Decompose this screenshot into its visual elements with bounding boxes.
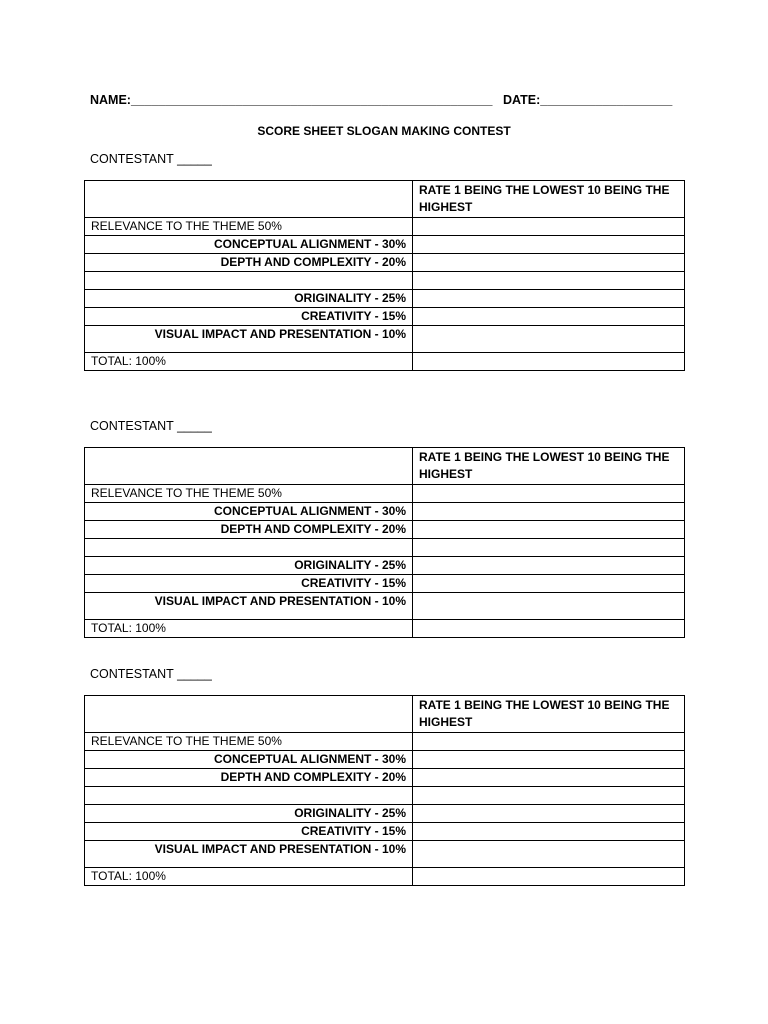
table-row [85, 593, 685, 620]
table-row [85, 485, 685, 503]
score-cell[interactable] [413, 787, 685, 805]
score-cell[interactable] [413, 236, 685, 254]
header-blank-cell [85, 181, 413, 218]
table-row [85, 805, 685, 823]
score-cell[interactable] [413, 823, 685, 841]
score-cell[interactable] [413, 521, 685, 539]
table-row [85, 539, 685, 557]
criterion-creativity: CREATIVITY - 15% [85, 308, 413, 326]
contestant-label: CONTESTANT [90, 419, 174, 433]
criterion-originality: ORIGINALITY - 25% [85, 290, 413, 308]
criterion-conceptual: CONCEPTUAL ALIGNMENT - 30% [85, 751, 413, 769]
total-score-cell[interactable] [413, 353, 685, 371]
empty-cell [85, 539, 413, 557]
table-row [85, 272, 685, 290]
criterion-depth: DEPTH AND COMPLEXITY - 20% [85, 254, 413, 272]
score-cell[interactable] [413, 485, 685, 503]
criterion-conceptual: CONCEPTUAL ALIGNMENT - 30% [85, 236, 413, 254]
table-row [85, 620, 685, 638]
criterion-relevance: RELEVANCE TO THE THEME 50% [85, 485, 413, 503]
table-row [85, 733, 685, 751]
criterion-relevance: RELEVANCE TO THE THEME 50% [85, 218, 413, 236]
score-cell[interactable] [413, 733, 685, 751]
score-cell[interactable] [413, 751, 685, 769]
table-row [85, 521, 685, 539]
score-cell[interactable] [413, 326, 685, 353]
criterion-creativity: CREATIVITY - 15% [85, 823, 413, 841]
contestant-field[interactable] [90, 152, 212, 166]
page-title: SCORE SHEET SLOGAN MAKING CONTEST [257, 124, 511, 138]
rate-header: RATE 1 BEING THE LOWEST 10 BEING THE HIGHEST [413, 448, 685, 485]
score-table [84, 180, 685, 371]
rate-header: RATE 1 BEING THE LOWEST 10 BEING THE HIGHEST [413, 181, 685, 218]
empty-cell [85, 272, 413, 290]
rate-header: RATE 1 BEING THE LOWEST 10 BEING THE HIGHEST [413, 696, 685, 733]
criterion-depth: DEPTH AND COMPLEXITY - 20% [85, 769, 413, 787]
criterion-depth: DEPTH AND COMPLEXITY - 20% [85, 521, 413, 539]
table-header-row [85, 448, 685, 485]
score-cell[interactable] [413, 769, 685, 787]
total-label: TOTAL: 100% [85, 868, 413, 886]
score-cell[interactable] [413, 503, 685, 521]
criterion-conceptual: CONCEPTUAL ALIGNMENT - 30% [85, 503, 413, 521]
date-blank: ___________________ [540, 93, 673, 107]
name-label: NAME: [90, 93, 131, 107]
table-row [85, 557, 685, 575]
table-row [85, 751, 685, 769]
contestant-blank: _____ [177, 419, 212, 433]
criterion-originality: ORIGINALITY - 25% [85, 557, 413, 575]
criterion-visual: VISUAL IMPACT AND PRESENTATION - 10% [85, 841, 413, 868]
header-blank-cell [85, 448, 413, 485]
score-cell[interactable] [413, 557, 685, 575]
criterion-creativity: CREATIVITY - 15% [85, 575, 413, 593]
table-row [85, 326, 685, 353]
score-cell[interactable] [413, 290, 685, 308]
table-row [85, 236, 685, 254]
name-blank: ____________________________________________________ [130, 93, 493, 107]
table-row [85, 218, 685, 236]
table-row [85, 290, 685, 308]
table-row [85, 841, 685, 868]
empty-cell [85, 787, 413, 805]
total-label: TOTAL: 100% [85, 353, 413, 371]
total-score-cell[interactable] [413, 868, 685, 886]
score-cell[interactable] [413, 272, 685, 290]
contestant-field[interactable] [90, 667, 212, 681]
table-row [85, 769, 685, 787]
table-row [85, 503, 685, 521]
score-cell[interactable] [413, 841, 685, 868]
score-table [84, 695, 685, 886]
table-row [85, 868, 685, 886]
score-cell[interactable] [413, 805, 685, 823]
table-row [85, 575, 685, 593]
table-row [85, 787, 685, 805]
contestant-field[interactable] [90, 419, 212, 433]
table-header-row [85, 181, 685, 218]
criterion-originality: ORIGINALITY - 25% [85, 805, 413, 823]
table-header-row [85, 696, 685, 733]
total-label: TOTAL: 100% [85, 620, 413, 638]
date-label: DATE: [503, 93, 541, 107]
score-cell[interactable] [413, 218, 685, 236]
criterion-visual: VISUAL IMPACT AND PRESENTATION - 10% [85, 326, 413, 353]
contestant-blank: _____ [177, 667, 212, 681]
table-row [85, 823, 685, 841]
score-cell[interactable] [413, 539, 685, 557]
score-table [84, 447, 685, 638]
contestant-label: CONTESTANT [90, 667, 174, 681]
name-field[interactable] [90, 93, 492, 107]
contestant-label: CONTESTANT [90, 152, 174, 166]
date-field[interactable] [503, 93, 672, 107]
criterion-relevance: RELEVANCE TO THE THEME 50% [85, 733, 413, 751]
criterion-visual: VISUAL IMPACT AND PRESENTATION - 10% [85, 593, 413, 620]
score-cell[interactable] [413, 593, 685, 620]
table-row [85, 254, 685, 272]
score-cell[interactable] [413, 308, 685, 326]
score-cell[interactable] [413, 254, 685, 272]
header-blank-cell [85, 696, 413, 733]
contestant-blank: _____ [177, 152, 212, 166]
table-row [85, 353, 685, 371]
score-cell[interactable] [413, 575, 685, 593]
table-row [85, 308, 685, 326]
total-score-cell[interactable] [413, 620, 685, 638]
